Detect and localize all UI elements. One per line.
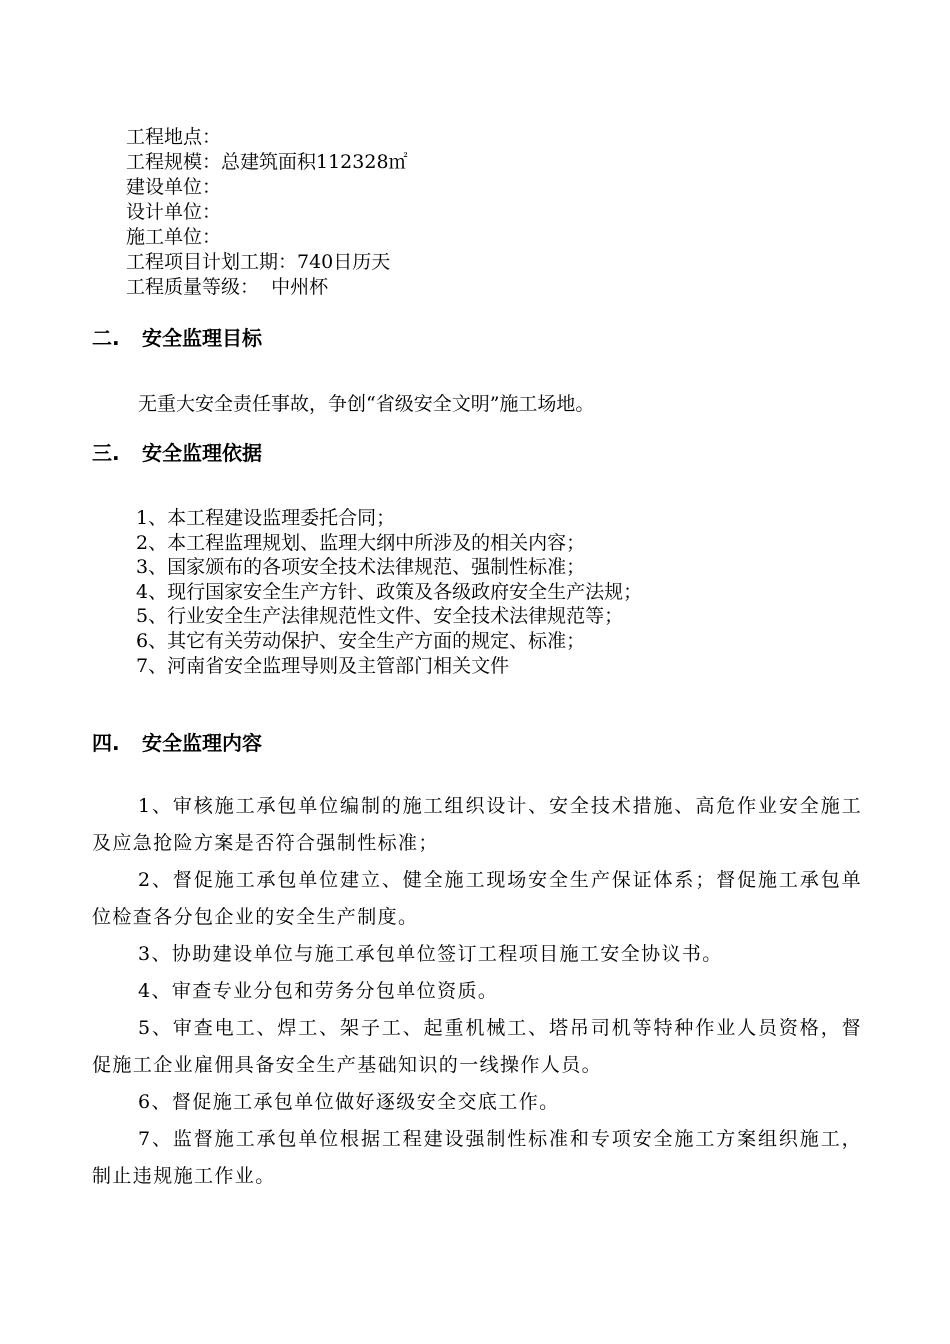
list-item: 4、审查专业分包和劳务分包单位资质。 xyxy=(138,980,499,1002)
section-heading-safety-content xyxy=(92,729,262,757)
list-item: 2、本工程监理规划、监理大纲中所涉及的相关内容； xyxy=(136,532,586,554)
section-number: 四. xyxy=(92,731,120,755)
list-item: 5、行业安全生产法律规范性文件、安全技术法律规范等； xyxy=(136,605,624,627)
list-item: 6、督促施工承包单位做好逐级安全交底工作。 xyxy=(138,1091,560,1113)
section-number: 三. xyxy=(92,441,120,465)
safety-goal-text: 无重大安全责任事故，争创“省级安全文明”施工场地。 xyxy=(138,393,595,415)
quality-grade: 工程质量等级： 中州杯 xyxy=(126,276,329,298)
project-location: 工程地点： xyxy=(126,126,222,148)
list-item: 1、本工程建设监理委托合同； xyxy=(136,507,396,529)
section-heading-safety-goal xyxy=(92,324,262,352)
list-item: 2、督促施工承包单位建立、健全施工现场安全生产保证体系；督促施工承包单位检查各分包企业的安全生产制度。 xyxy=(92,869,862,928)
section-number: 二. xyxy=(92,326,120,350)
project-scale: 工程规模：总建筑面积112328㎡ xyxy=(126,151,408,173)
list-item: 1、审核施工承包单位编制的施工组织设计、安全技术措施、高危作业安全施工及应急抢险方案是否符合强制性标准； xyxy=(92,795,862,854)
list-item: 7、河南省安全监理导则及主管部门相关文件 xyxy=(136,655,510,677)
construction-unit: 建设单位： xyxy=(126,176,222,198)
contractor-unit: 施工单位： xyxy=(126,226,222,248)
planned-duration: 工程项目计划工期：740日历天 xyxy=(126,251,391,273)
design-unit: 设计单位： xyxy=(126,201,222,223)
section-title: 安全监理内容 xyxy=(142,731,262,755)
list-item: 4、现行国家安全生产方针、政策及各级政府安全生产法规； xyxy=(136,581,643,603)
list-item: 7、监督施工承包单位根据工程建设强制性标准和专项安全施工方案组织施工，制止违规施工作业。 xyxy=(92,1128,862,1187)
list-item: 3、国家颁布的各项安全技术法律规范、强制性标准； xyxy=(136,556,586,578)
list-item: 3、协助建设单位与施工承包单位签订工程项目施工安全协议书。 xyxy=(138,943,723,965)
section-heading-safety-basis xyxy=(92,439,262,467)
section-title: 安全监理依据 xyxy=(142,441,262,465)
list-item: 5、审查电工、焊工、架子工、起重机械工、塔吊司机等特种作业人员资格，督促施工企业雇佣具备安全生产基础知识的一线操作人员。 xyxy=(92,1017,862,1076)
section-title: 安全监理目标 xyxy=(142,326,262,350)
list-item: 6、其它有关劳动保护、安全生产方面的规定、标准； xyxy=(136,630,586,652)
